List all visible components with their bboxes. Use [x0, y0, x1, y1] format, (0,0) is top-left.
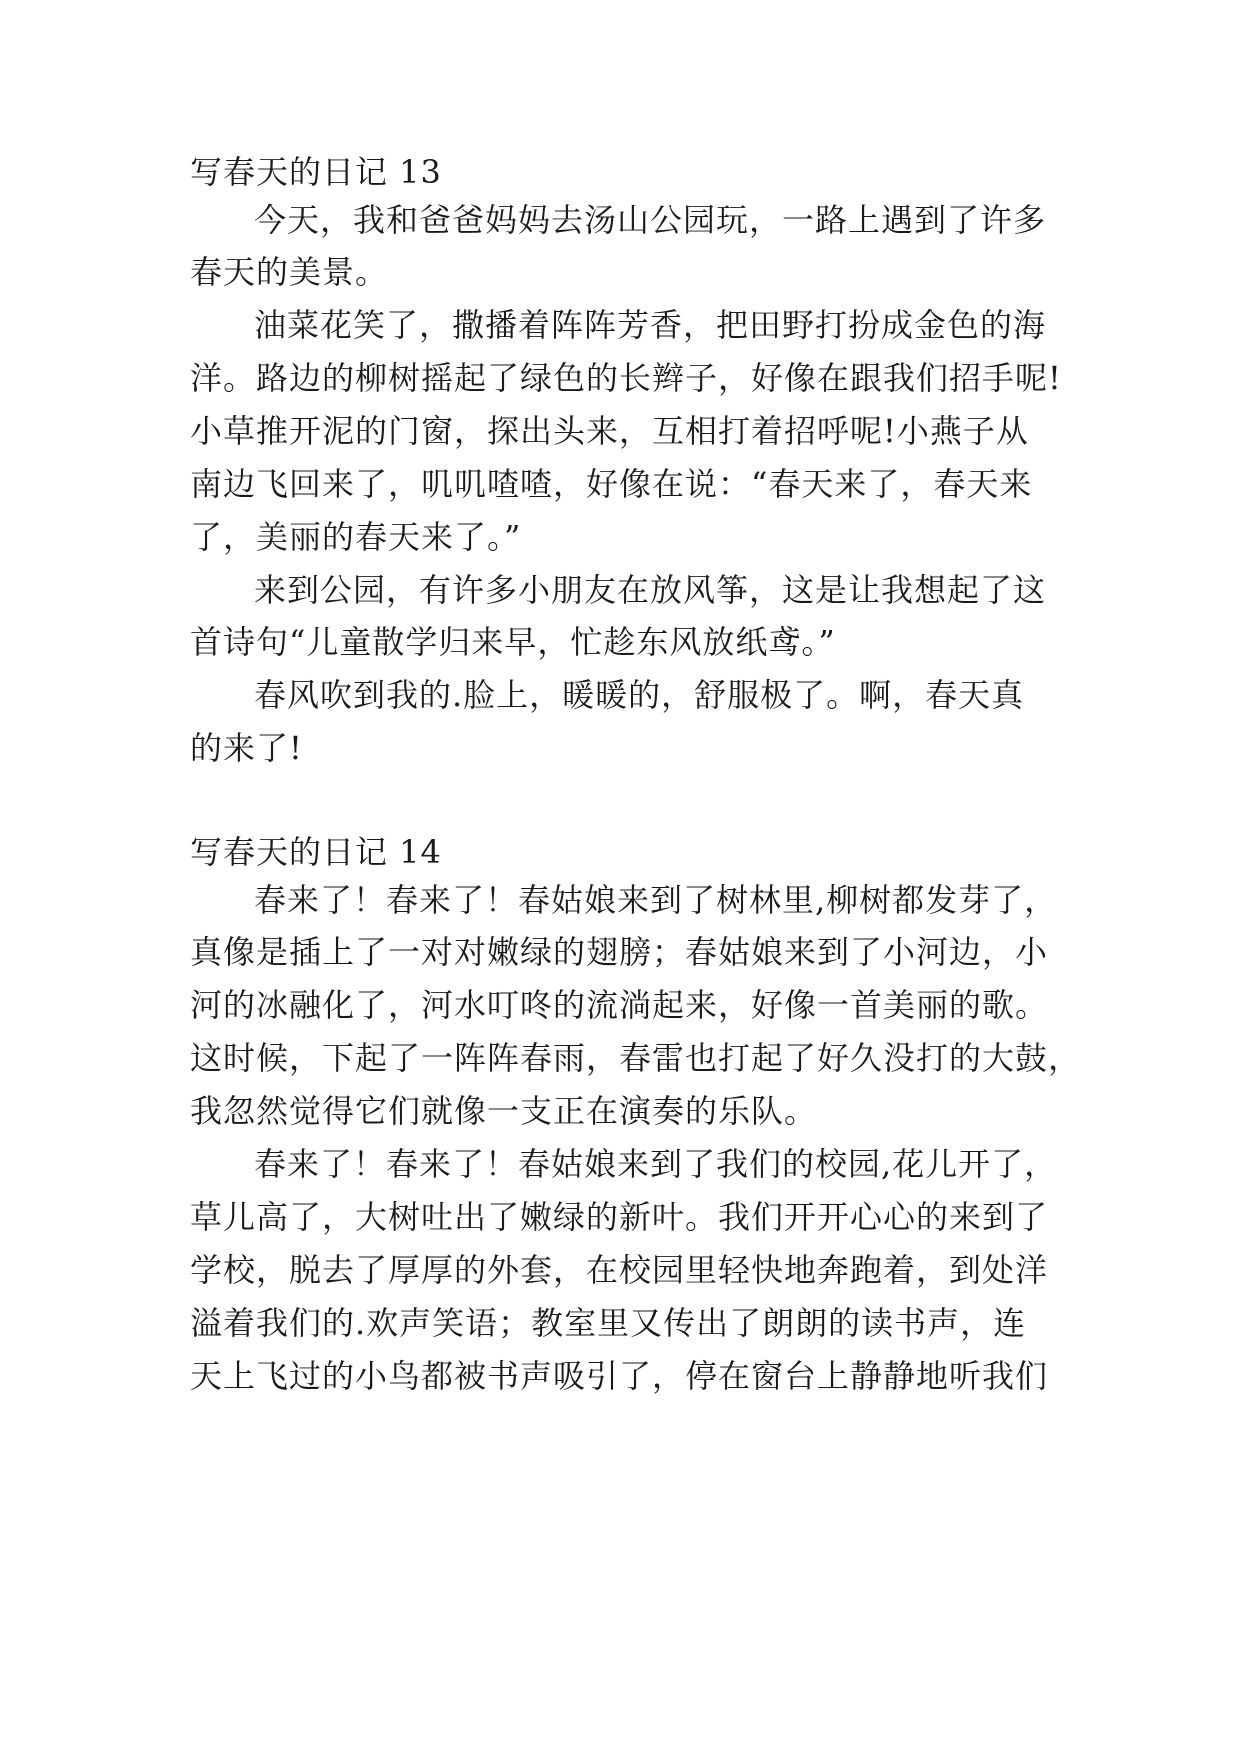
paragraph-line: 的来了! — [190, 729, 303, 767]
paragraph-line: 今天，我和爸爸妈妈去汤山公园玩，一路上遇到了许多 — [254, 201, 1047, 239]
paragraph-line: 天上飞过的小鸟都被书声吸引了，停在窗台上静静地听我们 — [190, 1357, 1049, 1395]
paragraph-line: 真像是插上了一对对嫩绿的翅膀；春姑娘来到了小河边，小 — [190, 933, 1049, 971]
paragraph-line: 洋。路边的柳树摇起了绿色的长辫子，好像在跟我们招手呢! — [190, 359, 1062, 397]
paragraph-line: 首诗句“儿童散学归来早，忙趁东风放纸鸢。” — [190, 623, 836, 661]
paragraph-line: 河的冰融化了，河水叮咚的流淌起来，好像一首美丽的歌。 — [190, 986, 1049, 1024]
paragraph-line: 了，美丽的春天来了。” — [190, 518, 522, 556]
paragraph-line: 草儿高了，大树吐出了嫩绿的新叶。我们开开心心的来到了 — [190, 1198, 1049, 1236]
paragraph-line: 南边飞回来了，叽叽喳喳，好像在说：“春天来了，春天来 — [190, 465, 1033, 503]
paragraph-line: 小草推开泥的门窗，探出头来，互相打着招呼呢!小燕子从 — [190, 412, 1029, 450]
paragraph-line: 油菜花笑了，撒播着阵阵芳香，把田野打扮成金色的海 — [254, 306, 1047, 344]
paragraph-line: 来到公园，有许多小朋友在放风筝，这是让我想起了这 — [254, 571, 1047, 609]
paragraph-line: 春来了！春来了！春姑娘来到了树林里,柳树都发芽了， — [254, 881, 1058, 919]
section-title: 写春天的日记 13 — [190, 153, 442, 191]
paragraph-line: 春来了！春来了！春姑娘来到了我们的校园,花儿开了， — [254, 1145, 1058, 1183]
paragraph-line: 学校，脱去了厚厚的外套，在校园里轻快地奔跑着，到处洋 — [190, 1251, 1049, 1289]
paragraph-line: 我忽然觉得它们就像一支正在演奏的乐队。 — [190, 1092, 818, 1130]
paragraph-line: 溢着我们的.欢声笑语；教室里又传出了朗朗的读书声，连 — [190, 1304, 1027, 1342]
paragraph-line: 春风吹到我的.脸上，暖暖的，舒服极了。啊，春天真 — [254, 676, 1025, 714]
paragraph-line: 这时候，下起了一阵阵春雨，春雷也打起了好久没打的大鼓， — [190, 1039, 1082, 1077]
section-title: 写春天的日记 14 — [190, 833, 442, 871]
paragraph-line: 春天的美景。 — [190, 253, 389, 291]
